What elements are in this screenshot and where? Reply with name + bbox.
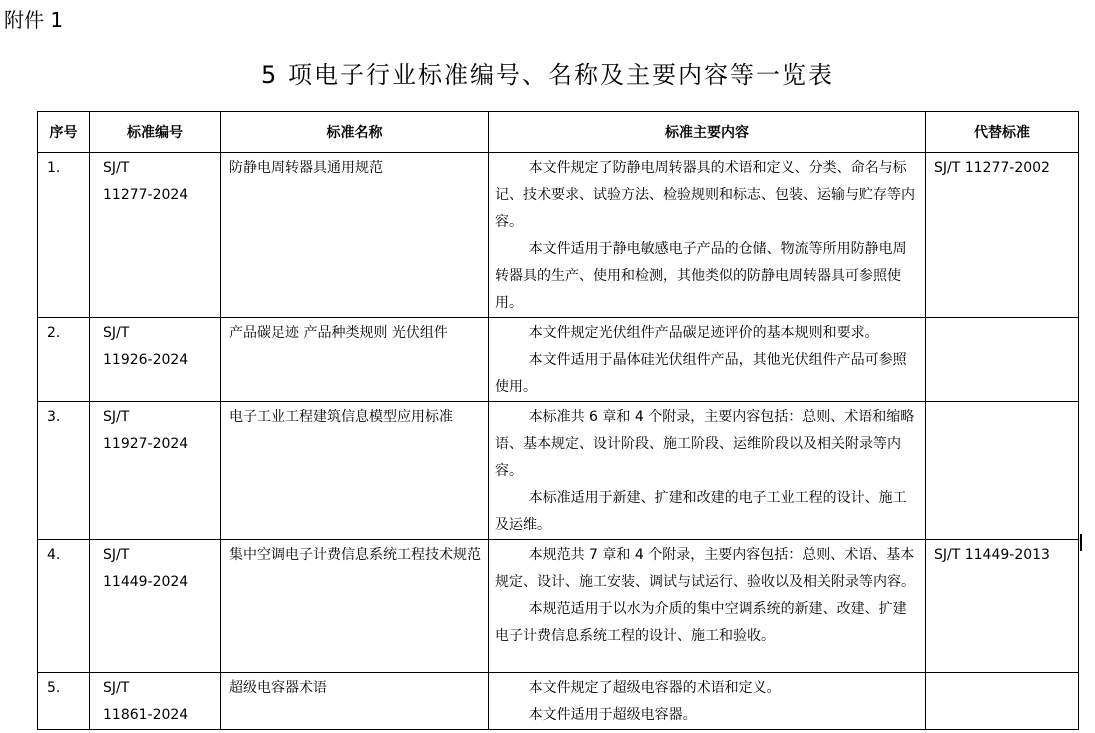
header-code: 标准编号 bbox=[90, 112, 221, 153]
row-replaces bbox=[926, 673, 1079, 730]
code-prefix: SJ/T bbox=[103, 160, 130, 176]
header-name: 标准名称 bbox=[221, 112, 489, 153]
row-seq: 1. bbox=[38, 153, 90, 318]
code-prefix: SJ/T bbox=[103, 325, 130, 341]
content-paragraph: 本规范共 7 章和 4 个附录，主要内容包括：总则、术语、基本规定、设计、施工安装、调试与试运行、验收以及相关附录等内容。 bbox=[495, 547, 915, 590]
row-code bbox=[90, 402, 221, 540]
content-paragraph: 本标准适用于新建、扩建和改建的电子工业工程的设计、施工及运维。 bbox=[495, 490, 907, 533]
row-name: 产品碳足迹 产品种类规则 光伏组件 bbox=[221, 318, 489, 402]
code-prefix: SJ/T bbox=[103, 680, 130, 696]
content-paragraph: 本文件规定了防静电周转器具的术语和定义、分类、命名与标记、技术要求、试验方法、检验规则和标志、包装、运输与贮存等内容。 bbox=[495, 160, 915, 230]
row-seq: 4. bbox=[38, 540, 90, 673]
content-paragraph: 本文件适用于超级电容器。 bbox=[528, 707, 697, 723]
row-seq: 2. bbox=[38, 318, 90, 402]
table-row bbox=[38, 540, 1079, 673]
content-paragraph: 本规范适用于以水为介质的集中空调系统的新建、改建、扩建电子计费信息系统工程的设计、施工和验收。 bbox=[495, 601, 907, 644]
content-paragraph: 本标准共 6 章和 4 个附录，主要内容包括：总则、术语和缩略语、基本规定、设计阶段、施工阶段、运维阶段以及相关附录等内容。 bbox=[495, 409, 915, 479]
text-cursor bbox=[1080, 534, 1082, 551]
document-title: 5 项电子行业标准编号、名称及主要内容等一览表 bbox=[261, 61, 834, 89]
row-code bbox=[90, 153, 221, 318]
row-name: 电子工业工程建筑信息模型应用标准 bbox=[221, 402, 489, 540]
row-code bbox=[90, 540, 221, 673]
row-content bbox=[489, 540, 926, 673]
table-row bbox=[38, 673, 1079, 730]
content-paragraph: 本文件规定光伏组件产品碳足迹评价的基本规则和要求。 bbox=[528, 325, 879, 341]
row-content bbox=[489, 673, 926, 730]
row-seq: 5. bbox=[38, 673, 90, 730]
row-content bbox=[489, 318, 926, 402]
table-header-row bbox=[38, 112, 1079, 153]
table-row bbox=[38, 153, 1079, 318]
header-content: 标准主要内容 bbox=[489, 112, 926, 153]
header-seq: 序号 bbox=[38, 112, 90, 153]
row-name: 超级电容器术语 bbox=[221, 673, 489, 730]
attachment-label: 附件 1 bbox=[4, 8, 64, 32]
table-row bbox=[38, 318, 1079, 402]
row-replaces: SJ/T 11449-2013 bbox=[926, 540, 1079, 673]
code-prefix: SJ/T bbox=[103, 547, 130, 563]
code-prefix: SJ/T bbox=[103, 409, 130, 425]
code-number: 11927-2024 bbox=[103, 436, 189, 452]
row-replaces: SJ/T 11277-2002 bbox=[926, 153, 1079, 318]
row-name: 防静电周转器具通用规范 bbox=[221, 153, 489, 318]
row-code bbox=[90, 673, 221, 730]
table-row bbox=[38, 402, 1079, 540]
code-number: 11926-2024 bbox=[103, 352, 189, 368]
row-content bbox=[489, 153, 926, 318]
standards-table bbox=[37, 111, 1079, 730]
row-code bbox=[90, 318, 221, 402]
code-number: 11861-2024 bbox=[103, 707, 189, 723]
row-replaces bbox=[926, 318, 1079, 402]
code-number: 11277-2024 bbox=[103, 187, 189, 203]
content-paragraph: 本文件适用于晶体硅光伏组件产品，其他光伏组件产品可参照使用。 bbox=[495, 352, 907, 395]
row-content bbox=[489, 402, 926, 540]
row-replaces bbox=[926, 402, 1079, 540]
row-seq: 3. bbox=[38, 402, 90, 540]
header-replaces: 代替标准 bbox=[926, 112, 1079, 153]
row-name: 集中空调电子计费信息系统工程技术规范 bbox=[221, 540, 489, 673]
content-paragraph: 本文件规定了超级电容器的术语和定义。 bbox=[528, 680, 781, 696]
content-paragraph: 本文件适用于静电敏感电子产品的仓储、物流等所用防静电周转器具的生产、使用和检测，其他类似的防静电周转器具可参照使用。 bbox=[495, 241, 907, 311]
code-number: 11449-2024 bbox=[103, 574, 189, 590]
